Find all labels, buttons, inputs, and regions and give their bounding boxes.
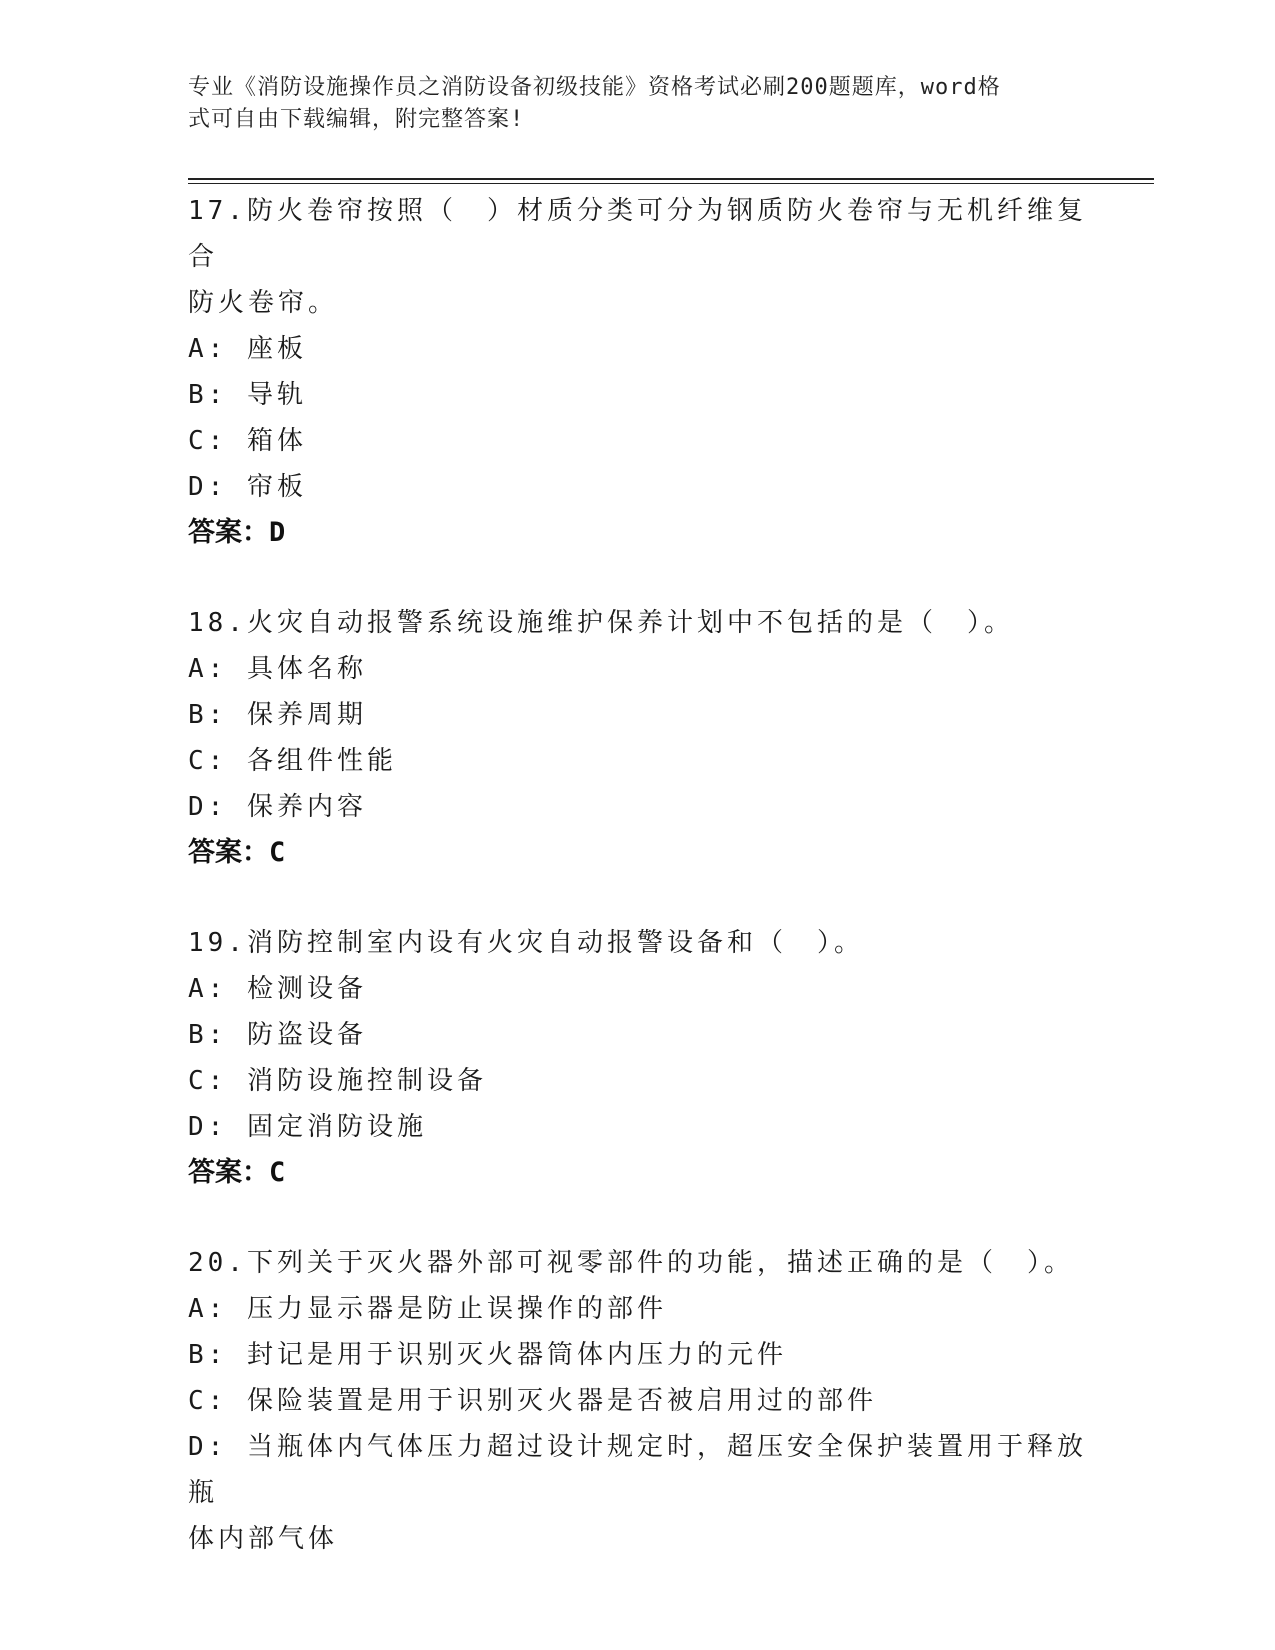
option-d: D: 帘板 bbox=[188, 472, 307, 502]
option-c: C: 各组件性能 bbox=[188, 746, 397, 776]
question-text: 20.下列关于灭火器外部可视零部件的功能，描述正确的是（ ）。 bbox=[188, 1248, 1074, 1278]
answer bbox=[188, 830, 1088, 876]
option-a: A: 检测设备 bbox=[188, 974, 367, 1004]
option-a: A: 具体名称 bbox=[188, 654, 367, 684]
question-20 bbox=[188, 1240, 1088, 1562]
question-list bbox=[188, 188, 1088, 1606]
document-header bbox=[188, 72, 1068, 136]
header-title-line-1: 专业《消防设施操作员之消防设备初级技能》资格考试必刷200题题库，word格 bbox=[188, 75, 1001, 100]
option-b: B: 导轨 bbox=[188, 380, 307, 410]
question-text: 18.火灾自动报警系统设施维护保养计划中不包括的是（ ）。 bbox=[188, 608, 1014, 638]
option-c: C: 箱体 bbox=[188, 426, 307, 456]
option-b: B: 封记是用于识别灭火器筒体内压力的元件 bbox=[188, 1340, 787, 1370]
header-divider-thin bbox=[188, 183, 1154, 184]
option-c: C: 消防设施控制设备 bbox=[188, 1066, 487, 1096]
option-b: B: 保养周期 bbox=[188, 700, 367, 730]
option-d: D: 当瓶体内气体压力超过设计规定时，超压安全保护装置用于释放瓶 bbox=[188, 1432, 1087, 1508]
option-b: B: 防盗设备 bbox=[188, 1020, 367, 1050]
question-text: 19.消防控制室内设有火灾自动报警设备和（ ）。 bbox=[188, 928, 864, 958]
header-divider-thick bbox=[188, 178, 1154, 180]
answer-label: 答案： bbox=[188, 517, 269, 548]
option-a: A: 压力显示器是防止误操作的部件 bbox=[188, 1294, 667, 1324]
answer-value: C bbox=[269, 1157, 286, 1188]
option-a: A: 座板 bbox=[188, 334, 307, 364]
question-text: 17.防火卷帘按照（ ）材质分类可分为钢质防火卷帘与无机纤维复合 bbox=[188, 196, 1087, 272]
question-text-continuation: 防火卷帘。 bbox=[188, 288, 339, 318]
answer bbox=[188, 510, 1088, 556]
option-d: D: 固定消防设施 bbox=[188, 1112, 427, 1142]
header-title-line-2: 式可自由下载编辑，附完整答案! bbox=[188, 107, 525, 132]
question-19 bbox=[188, 920, 1088, 1196]
answer-label: 答案： bbox=[188, 837, 269, 868]
question-17 bbox=[188, 188, 1088, 556]
answer bbox=[188, 1150, 1088, 1196]
option-d-continuation: 体内部气体 bbox=[188, 1524, 339, 1554]
answer-value: D bbox=[269, 517, 286, 548]
answer-label: 答案： bbox=[188, 1157, 269, 1188]
option-d: D: 保养内容 bbox=[188, 792, 367, 822]
question-18 bbox=[188, 600, 1088, 876]
option-c: C: 保险装置是用于识别灭火器是否被启用过的部件 bbox=[188, 1386, 877, 1416]
answer-value: C bbox=[269, 837, 286, 868]
